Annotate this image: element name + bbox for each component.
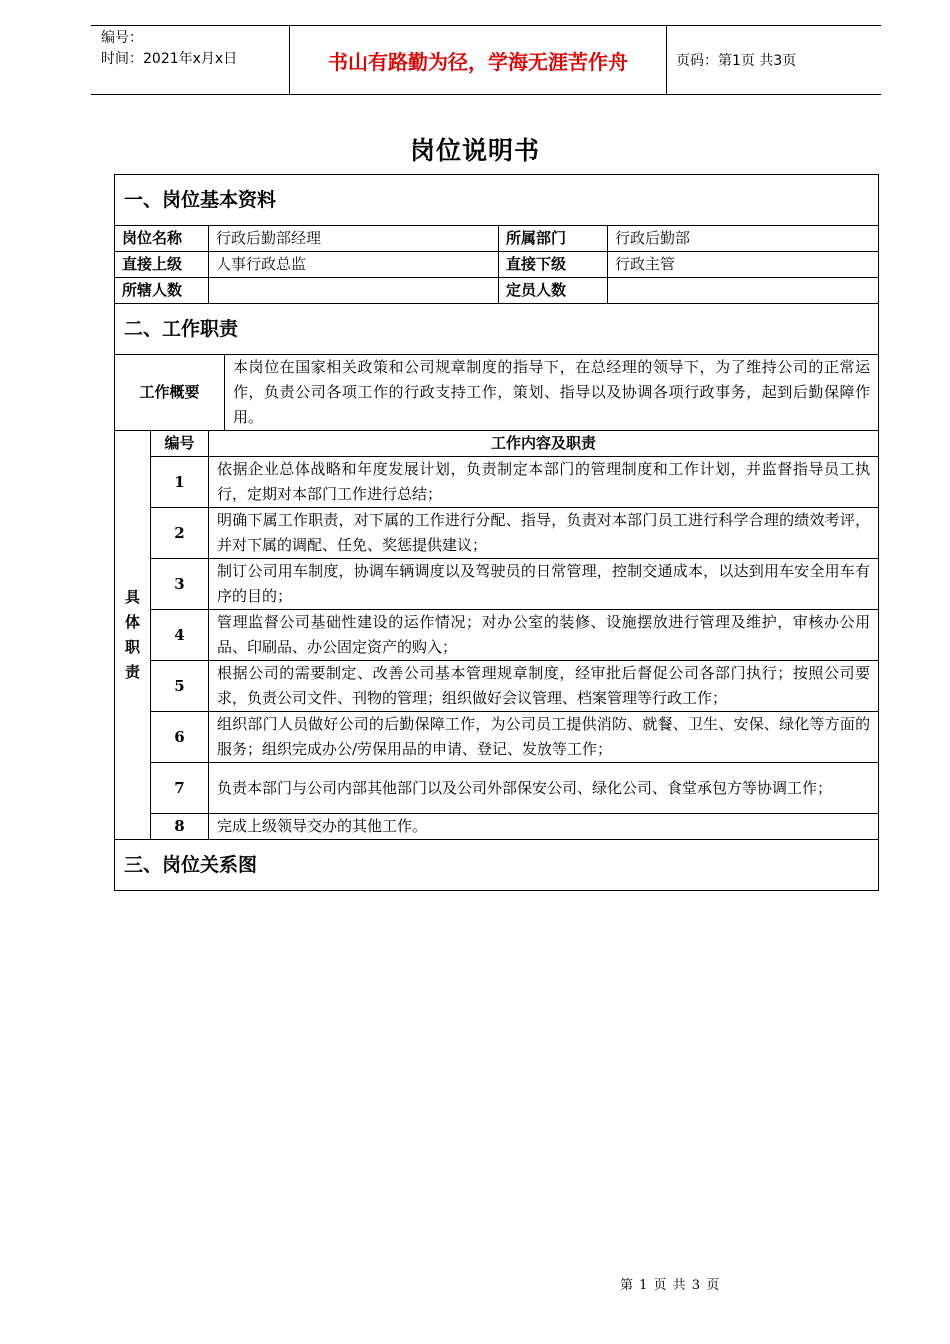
duty-text: 根据公司的需要制定、改善公司基本管理规章制度，经审批后督促公司各部门执行；按照公司要求，负责公司文件、刊物的管理；组织做好会议管理、档案管理等行政工作； xyxy=(209,661,879,712)
section-2-heading: 二、工作职责 xyxy=(115,304,879,355)
duties-label-char: 责 xyxy=(124,663,140,681)
info-value: 行政后勤部经理 xyxy=(209,226,499,252)
overview-text: 本岗位在国家相关政策和公司规章制度的指导下，在总经理的领导下，为了维持公司的正常运作，负责公司各项工作的行政支持工作，策划、指导以及协调各项行政事务，起到后勤保障作用。 xyxy=(225,355,879,431)
header-number-label: 编号： xyxy=(101,30,143,46)
info-value: 行政后勤部 xyxy=(608,226,879,252)
duty-row xyxy=(115,610,879,661)
info-label: 岗位名称 xyxy=(115,226,209,252)
duty-row xyxy=(115,763,879,814)
duties-side-label xyxy=(115,431,151,840)
info-label: 所属部门 xyxy=(499,226,608,252)
duty-text: 制订公司用车制度，协调车辆调度以及驾驶员的日常管理，控制交通成本，以达到用车安全用车有序的目的； xyxy=(209,559,879,610)
header-meta xyxy=(101,28,237,70)
header-motto: 书山有路勤为径，学海无涯苦作舟 xyxy=(328,49,628,74)
info-label: 定员人数 xyxy=(499,278,608,304)
duty-text: 完成上级领导交办的其他工作。 xyxy=(209,814,879,840)
page-header xyxy=(91,25,881,95)
duty-number: 1 xyxy=(151,457,209,508)
section-1-heading: 一、岗位基本资料 xyxy=(115,175,879,226)
column-header-number: 编号 xyxy=(151,431,209,457)
info-value xyxy=(608,278,879,304)
info-row xyxy=(115,252,879,278)
job-description-table xyxy=(114,174,879,891)
duty-text: 负责本部门与公司内部其他部门以及公司外部保安公司、绿化公司、食堂承包方等协调工作； xyxy=(209,763,879,814)
header-divider xyxy=(666,26,667,94)
duty-text: 管理监督公司基础性建设的运作情况；对办公室的装修、设施摆放进行管理及维护，审核办公用品、印刷品、办公固定资产的购入； xyxy=(209,610,879,661)
duty-row xyxy=(115,457,879,508)
duties-label-char: 体 xyxy=(124,613,140,631)
section-3-heading: 三、岗位关系图 xyxy=(115,840,879,891)
info-row xyxy=(115,226,879,252)
info-value: 人事行政总监 xyxy=(209,252,499,278)
duty-text: 组织部门人员做好公司的后勤保障工作，为公司员工提供消防、就餐、卫生、安保、绿化等方面的服务；组织完成办公/劳保用品的申请、登记、发放等工作； xyxy=(209,712,879,763)
duty-row xyxy=(115,814,879,840)
overview-row xyxy=(115,355,879,431)
overview-label: 工作概要 xyxy=(115,355,225,431)
duty-row xyxy=(115,559,879,610)
duty-number: 8 xyxy=(151,814,209,840)
info-row xyxy=(115,278,879,304)
header-page-label: 页码：第1页 共3页 xyxy=(676,53,797,69)
duty-row xyxy=(115,661,879,712)
page-footer: 第 1 页 共 3 页 xyxy=(620,1278,721,1293)
duty-text: 依据企业总体战略和年度发展计划，负责制定本部门的管理制度和工作计划，并监督指导员工执行，定期对本部门工作进行总结； xyxy=(209,457,879,508)
duties-label-char: 职 xyxy=(124,638,140,656)
duties-header-row xyxy=(115,431,879,457)
duty-number: 7 xyxy=(151,763,209,814)
duty-number: 6 xyxy=(151,712,209,763)
document-title: 岗位说明书 xyxy=(409,136,540,165)
duty-number: 2 xyxy=(151,508,209,559)
duty-row xyxy=(115,712,879,763)
duty-number: 4 xyxy=(151,610,209,661)
column-header-content: 工作内容及职责 xyxy=(209,431,879,457)
duty-row xyxy=(115,508,879,559)
info-label: 所辖人数 xyxy=(115,278,209,304)
header-time-label: 时间：2021年x月x日 xyxy=(101,51,238,67)
info-value xyxy=(209,278,499,304)
duties-label-char: 具 xyxy=(124,588,140,606)
info-value: 行政主管 xyxy=(608,252,879,278)
info-label: 直接上级 xyxy=(115,252,209,278)
duty-text: 明确下属工作职责，对下属的工作进行分配、指导，负责对本部门员工进行科学合理的绩效考评，并对下属的调配、任免、奖惩提供建议； xyxy=(209,508,879,559)
duty-number: 5 xyxy=(151,661,209,712)
info-label: 直接下级 xyxy=(499,252,608,278)
duty-number: 3 xyxy=(151,559,209,610)
